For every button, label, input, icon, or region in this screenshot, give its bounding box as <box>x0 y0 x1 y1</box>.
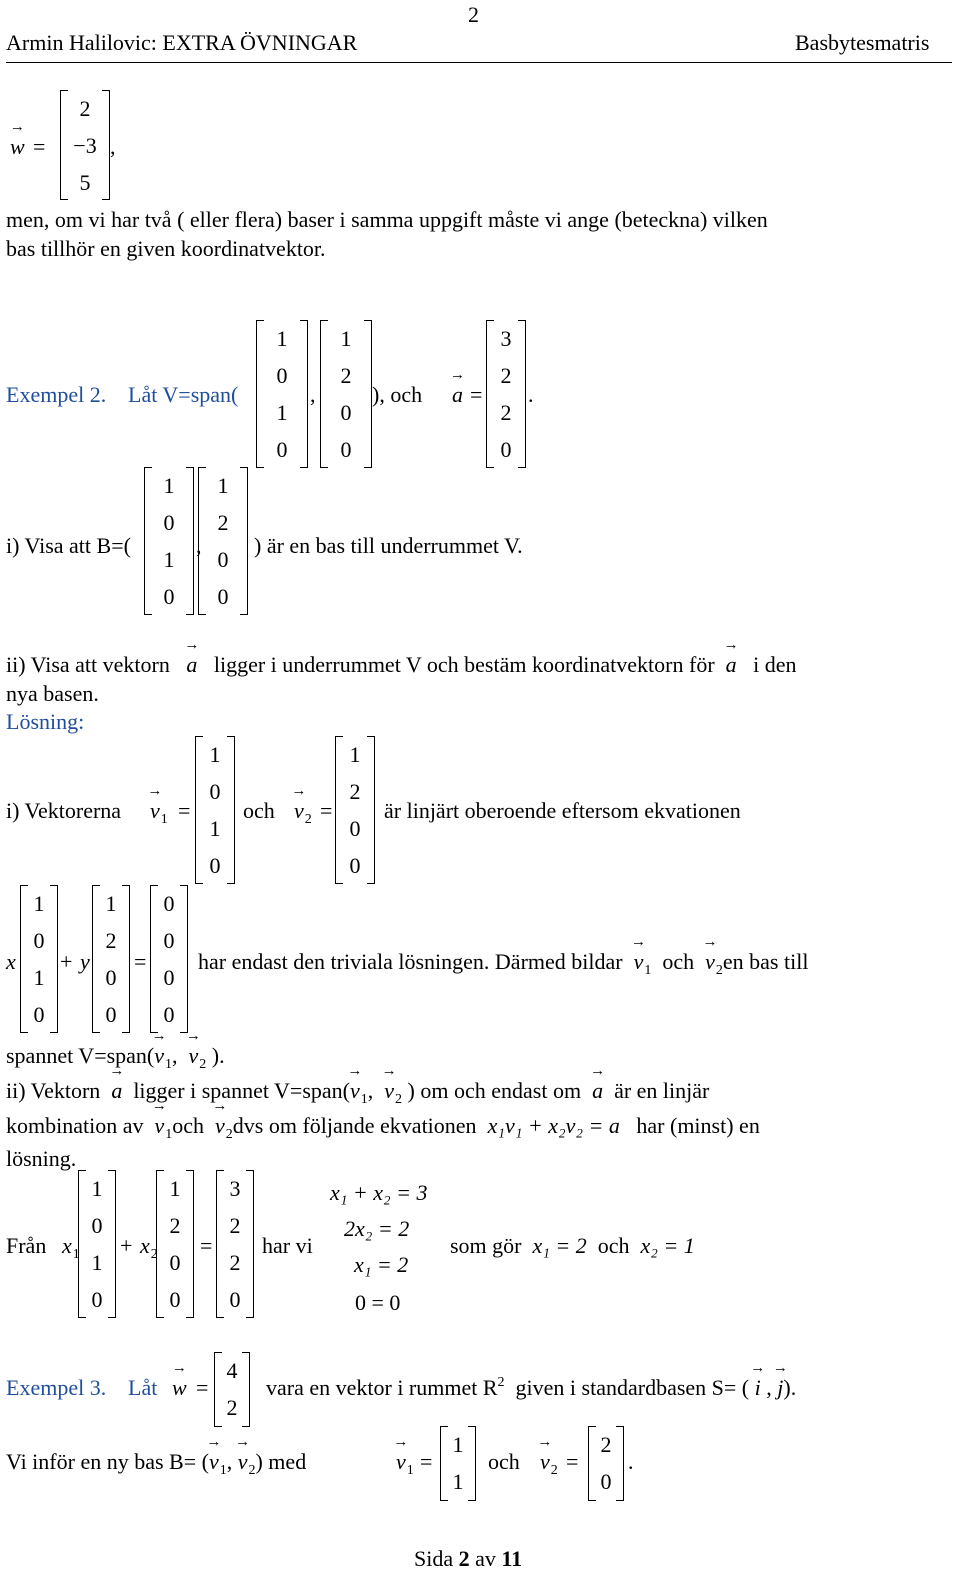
eq-matrix-3: 0 0 0 0 <box>150 885 188 1033</box>
eq-matrix-2: 1 2 0 0 <box>92 885 130 1033</box>
vi-infor-matrix-1: 1 1 <box>440 1426 476 1501</box>
fran-matrix-1: 1 0 1 0 <box>78 1170 116 1318</box>
ex2-close: ), och <box>372 382 423 407</box>
vi-infor-v1: → $v_1$ <box>396 1449 414 1475</box>
fran-eq: = <box>200 1233 213 1258</box>
w-matrix: 2 −3 5 <box>60 90 110 200</box>
part-ii-line1: ii) Visa att vektorn → a ligger i underrummet V och bestäm koordinatvektorn för → a i den <box>6 652 797 678</box>
part-i-end: ) är en bas till underrummet V. <box>254 533 523 558</box>
para1-line1: men, om vi har två ( eller flera) baser i samma uppgift måste vi ange (beteckna) vilken <box>6 207 768 232</box>
header-right: Basbytesmatris <box>795 30 930 55</box>
vi-infor-text: Vi inför en ny bas B= (→ $v_1$, → $v_2$) med <box>6 1449 306 1475</box>
fran-system-3: x₁ = 2 <box>354 1252 409 1277</box>
w-label: → w <box>10 134 25 160</box>
ex2-label: Exempel 2. <box>6 382 107 407</box>
sol-i-start: i) Vektorerna <box>6 798 122 823</box>
sol-i-och: och <box>243 798 275 823</box>
vi-infor-och: och <box>488 1449 520 1474</box>
ex3-eq: = <box>196 1375 209 1400</box>
ex2-matrix-2: 1 2 0 0 <box>320 320 372 468</box>
eq-text: har endast den triviala lösningen. Därmed bildar → $v_1$ och → $v_2en$ bas till <box>198 949 808 975</box>
sol-i-eq1: = <box>178 798 191 823</box>
part-i-matrix-2: 1 2 0 0 <box>198 467 248 615</box>
vi-infor-dot: . <box>628 1449 634 1474</box>
part-i-matrix-1: 1 0 1 0 <box>144 467 194 615</box>
ex3-w-matrix: 4 2 <box>214 1352 250 1427</box>
sol-ii-line2: kombination av → $v_1och \to v_2dvs$ om följande ekvationen x₁v₁ + x₂v₂ = a har (minst) en <box>6 1113 760 1139</box>
ex2-dot: . <box>528 382 534 407</box>
fran-start: Från <box>6 1233 47 1258</box>
w-comma: , <box>110 134 116 159</box>
sol-i-matrix-1: 1 0 1 0 <box>195 736 235 884</box>
ex2-a-matrix: 3 2 2 0 <box>486 320 526 468</box>
fran-har-vi: har vi <box>262 1233 313 1258</box>
page-footer: Sida 2 av 11 <box>414 1546 523 1571</box>
header-rule <box>6 62 952 63</box>
ex3-label: Exempel 3. <box>6 1375 107 1400</box>
fran-som-gor: som gör x₁ = 2 och x₂ = 1 <box>450 1233 695 1258</box>
fran-x1: $x_1$ <box>62 1233 80 1262</box>
sol-i-end: är linjärt oberoende eftersom ekvationen <box>384 798 741 823</box>
fran-system-4: 0 = 0 <box>355 1290 401 1315</box>
sol-i-v1: → $v_1$ <box>150 798 168 824</box>
vi-infor-eq2: = <box>566 1449 579 1474</box>
ex2-matrix-1: 1 0 1 0 <box>256 320 308 468</box>
ex2-text: Låt V=span( <box>128 382 239 407</box>
fran-matrix-2: 1 2 0 0 <box>156 1170 194 1318</box>
sol-ii-line3: lösning. <box>6 1146 77 1171</box>
eq-x: x <box>6 949 16 974</box>
part-ii-line2: nya basen. <box>6 681 99 706</box>
sol-i-eq2: = <box>320 798 333 823</box>
fran-plus: + <box>120 1233 133 1258</box>
header-left: Armin Halilovic: EXTRA ÖVNINGAR <box>6 30 358 55</box>
ex3-text: vara en vektor i rummet $R^2$ given i standardbasen S= ( → i , → j). <box>266 1375 796 1401</box>
sol-ii-line1: ii) Vektorn → a ligger i spannet V=span(→ $v_1$, → $v_2$ ) om och endast om → a är en linjär <box>6 1078 709 1104</box>
w-eq: = <box>33 134 46 159</box>
ex2-eq: = <box>470 382 483 407</box>
ex2-comma: , <box>310 382 316 407</box>
para1-line2: bas tillhör en given koordinatvektor. <box>6 236 326 261</box>
eq-plus: + <box>60 949 73 974</box>
page-number: 2 <box>468 2 479 27</box>
ex2-a-label: → a <box>452 382 463 408</box>
vi-infor-matrix-2: 2 0 <box>588 1426 624 1501</box>
eq-matrix-1: 1 0 1 0 <box>20 885 58 1033</box>
fran-x2: $x_2$ <box>140 1233 158 1262</box>
eq-y: y <box>80 949 90 974</box>
ex3-w: → w <box>172 1375 187 1401</box>
vi-infor-v2: → $v_2$ <box>540 1449 558 1475</box>
fran-matrix-3: 3 2 2 0 <box>216 1170 254 1318</box>
spannet-line: spannet V=span(→ $v_1$, → $v_2$ ). <box>6 1043 225 1069</box>
part-i-start: i) Visa att B=( <box>6 533 131 558</box>
eq-eq: = <box>134 949 147 974</box>
fran-system-2: 2x₂ = 2 <box>344 1216 410 1241</box>
ex3-lat: Låt <box>128 1375 158 1400</box>
vi-infor-eq1: = <box>420 1449 433 1474</box>
losning-label: Lösning: <box>6 709 85 734</box>
sol-i-v2: → $v_2$ <box>294 798 312 824</box>
fran-system-1: x₁ + x₂ = 3 <box>330 1180 428 1205</box>
sol-i-matrix-2: 1 2 0 0 <box>335 736 375 884</box>
part-i-comma: , <box>196 533 202 558</box>
